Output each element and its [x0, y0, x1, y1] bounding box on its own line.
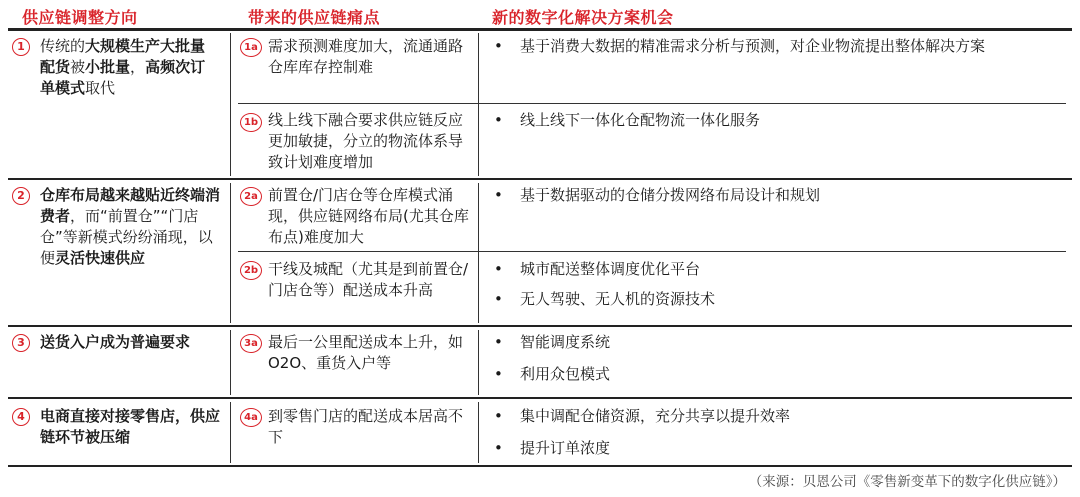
bullet: • [494, 290, 503, 308]
bullet: • [494, 407, 503, 425]
row-number-badge: 2 [12, 187, 30, 205]
row-divider [238, 251, 1066, 252]
group-divider [8, 325, 1072, 327]
pain-badge: 4a [240, 408, 262, 427]
group-divider [8, 465, 1072, 467]
bullet: • [494, 37, 503, 55]
solution-item: 城市配送整体调度优化平台 [520, 260, 701, 278]
row-number-badge: 3 [12, 334, 30, 352]
row-number-badge: 1 [12, 38, 30, 56]
pain-point-text: 前置仓/门店仓等仓库模式涌现，供应链网络布局(尤其仓库布点)难度加大 [268, 186, 469, 246]
row-divider [238, 103, 1066, 104]
pain-point-text: 到零售门店的配送成本居高不下 [268, 407, 464, 446]
column-divider [478, 183, 479, 323]
solution-item: 智能调度系统 [520, 333, 611, 351]
pain-badge: 1b [240, 113, 262, 132]
direction-text: 传统的大规模生产大批量配货被小批量，高频次订单模式取代 [40, 37, 206, 97]
row-number-badge: 4 [12, 408, 30, 426]
column-divider [230, 183, 231, 323]
group-divider [8, 397, 1072, 399]
direction-text: 仓库布局越来越贴近终端消费者，而“前置仓”“门店仓”等新模式纷纷涌现，以便灵活快速供应 [40, 186, 221, 267]
bullet: • [494, 260, 503, 278]
solution-item: 无人驾驶、无人机的资源技术 [520, 290, 716, 308]
column-divider [478, 330, 479, 395]
column-divider [478, 33, 479, 176]
pain-badge: 2a [240, 187, 262, 206]
solution-item: 集中调配仓储资源，充分共享以提升效率 [520, 407, 791, 425]
bullet: • [494, 111, 503, 129]
pain-point-text: 需求预测难度加大，流通通路仓库库存控制难 [268, 37, 464, 76]
column-divider [230, 402, 231, 463]
bullet: • [494, 186, 503, 204]
solution-item: 线上线下一体化仓配物流一体化服务 [520, 111, 761, 129]
header-rule [8, 28, 1072, 31]
source-note: （来源：贝恩公司《零售新变革下的数字化供应链》） [748, 474, 1066, 490]
header-direction: 供应链调整方向 [22, 8, 138, 27]
group-divider [8, 178, 1072, 180]
direction-text: 送货入户成为普遍要求 [40, 333, 191, 351]
pain-point-text: 干线及城配（尤其是到前置仓/门店仓等）配送成本升高 [268, 260, 469, 299]
header-solutions: 新的数字化解决方案机会 [492, 8, 674, 27]
solution-item: 提升订单浓度 [520, 439, 611, 457]
solution-item: 基于消费大数据的精准需求分析与预测，对企业物流提出整体解决方案 [520, 37, 986, 55]
bullet: • [494, 333, 503, 351]
pain-point-text: 最后一公里配送成本上升，如O2O、重货入户等 [268, 333, 464, 372]
solution-item: 基于数据驱动的仓储分拨网络布局设计和规划 [520, 186, 821, 204]
column-divider [478, 402, 479, 463]
pain-point-text: 线上线下融合要求供应链反应更加敏捷，分立的物流体系导致计划难度增加 [268, 111, 464, 171]
column-divider [230, 33, 231, 176]
column-divider [230, 330, 231, 395]
bullet: • [494, 365, 503, 383]
direction-text: 电商直接对接零售店，供应链环节被压缩 [40, 407, 221, 446]
pain-badge: 1a [240, 38, 262, 57]
solution-item: 利用众包模式 [520, 365, 611, 383]
header-pain-points: 带来的供应链痛点 [248, 8, 381, 27]
pain-badge: 3a [240, 334, 262, 353]
bullet: • [494, 439, 503, 457]
pain-badge: 2b [240, 261, 262, 280]
